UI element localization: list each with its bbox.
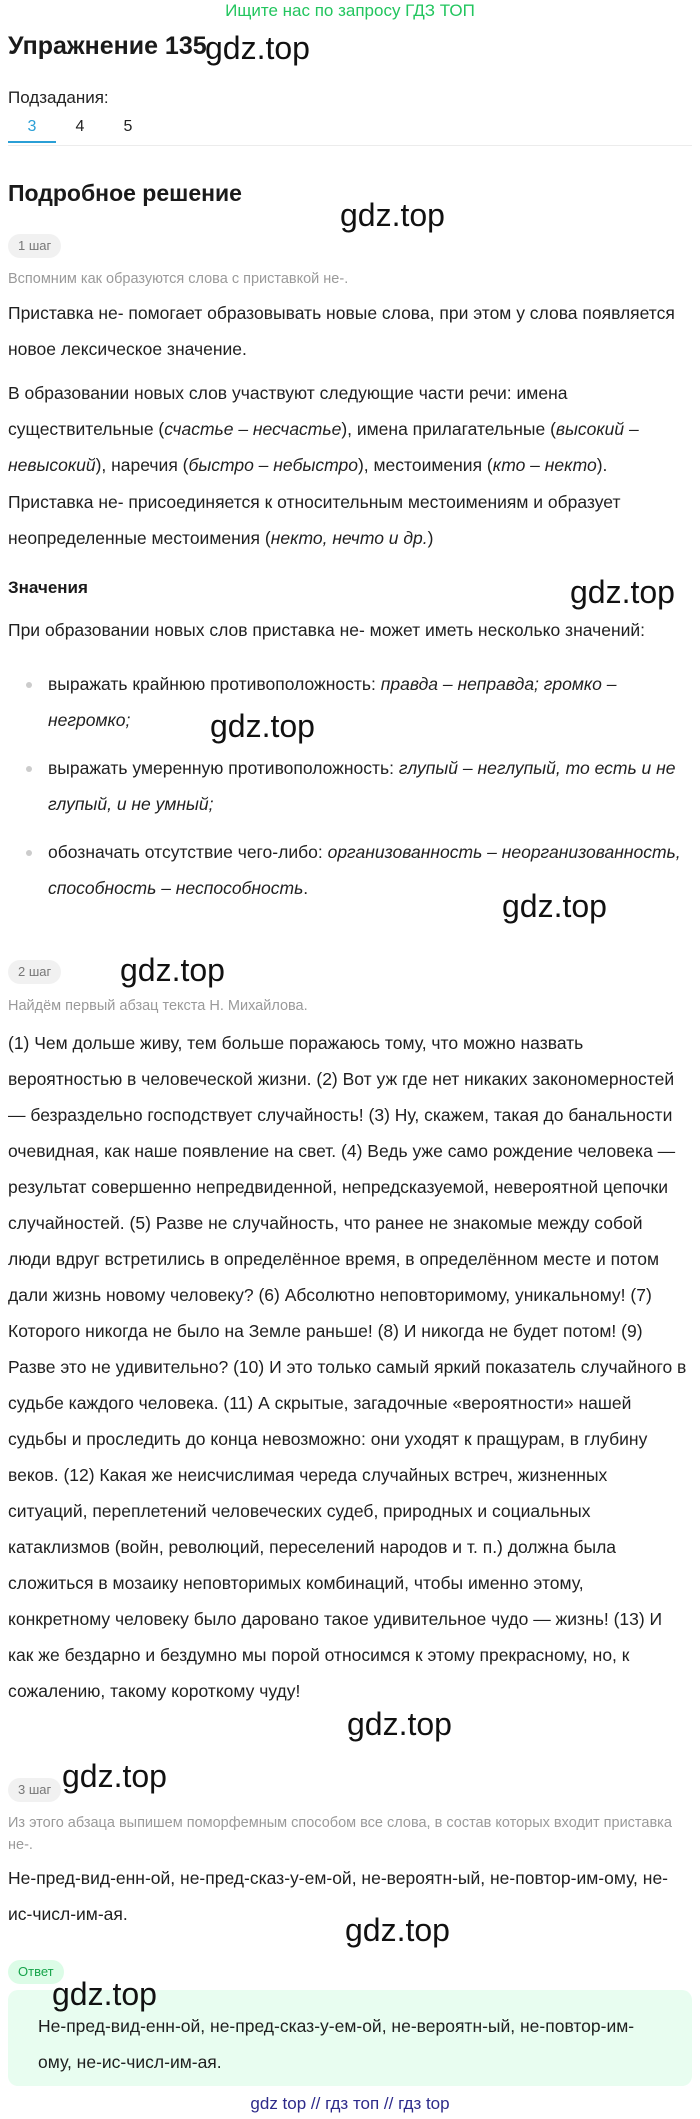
- subtask-tabs: [8, 115, 152, 143]
- watermark: gdz.top: [62, 1758, 167, 1794]
- list-item: обозначать отсутствие чего-либо: организованность – неорганизованность, способность – неспособность.: [8, 834, 688, 906]
- step-badge-2: 2 шаг: [8, 960, 61, 984]
- watermark: gdz.top: [205, 30, 310, 66]
- step3-result: Не-пред-вид-енн-ой, не-пред-сказ-у-ем-ой, не-вероятн-ый, не-повтор-им-ому, не-ис-числ-им-ая.: [8, 1868, 669, 1924]
- watermark: gdz.top: [210, 708, 315, 744]
- answer-badge: Ответ: [8, 1960, 64, 1984]
- bullet-dot: [26, 850, 32, 856]
- step-badge-3: 3 шаг: [8, 1778, 61, 1802]
- step1-paragraph-1: Приставка не- помогает образовывать новые слова, при этом у слова появляется новое лексическое значение.: [8, 303, 675, 359]
- watermark: gdz.top: [340, 197, 445, 233]
- watermark: gdz.top: [345, 1912, 450, 1948]
- step1-paragraph-4: При образовании новых слов приставка не- может иметь несколько значений:: [8, 620, 646, 640]
- solution-heading: Подробное решение: [8, 180, 242, 206]
- watermark: gdz.top: [120, 952, 225, 988]
- tab-subtask-3[interactable]: 3: [8, 115, 56, 143]
- step-hint-2: Найдём первый абзац текста Н. Михайлова.: [8, 998, 308, 1014]
- watermark: gdz.top: [52, 1976, 157, 2012]
- answer-text: Не-пред-вид-енн-ой, не-пред-сказ-у-ем-ой, не-вероятн-ый, не-повтор-им-ому, не-ис-числ-им-ая.: [38, 2016, 635, 2072]
- watermark: gdz.top: [347, 1706, 452, 1742]
- tab-subtask-5[interactable]: 5: [123, 118, 133, 135]
- bullet-dot: [26, 766, 32, 772]
- source-paragraph: (1) Чем дольше живу, тем больше поражаюсь тому, что можно назвать вероятностью в человеческой жизни. (2) Вот уж где нет никаких закономерностей — безраздельно господствует случайность! (3) Ну, скажем, такая до банальности очевидная, как наше появление на свет. (4) Ведь уже само рождение человека — результат совершенно непредвиденной, непредсказуемой, невероятной цепочки случайностей. (5) Разве не случайность, что ранее не знакомые между собой люди вдруг встретились в определённое время, в определённом месте и потом дали жизнь новому человеку? (6) Абсолютно неповторимому, уникальному! (7) Которого никогда не было на Земле раньше! (8) И никогда не будет потом! (9) Разве это не удивительно? (10) И это только самый яркий показатель случайного в судьбе каждого человека. (11) А скрытые, загадочные «вероятности» нашей судьбы и проследить до конца невозможно: они уходят к пращурам, в глубину веков. (12) Какая же неисчислимая череда случайных встреч, жизненных ситуаций, переплетений человеческих судеб, природных и социальных катаклизмов (войн, революций, переселений народов и т. п.) должна была сложиться в мозаику неповторимых комбинаций, чтобы именно этому, конкретному человеку было даровано такое удивительное чудо — жизнь! (13) И как же бездарно и бездумно мы порой относимся к этому прекрасному, но, к сожалению, такому короткому чуду!: [8, 1033, 687, 1701]
- list-item: выражать умеренную противоположность: глупый – неглупый, то есть и не глупый, и не умный;: [8, 750, 688, 822]
- search-banner: Ищите нас по запросу ГДЗ ТОП: [225, 1, 475, 20]
- footer-links[interactable]: gdz top // гдз топ // гдз top: [250, 2094, 450, 2113]
- step-badge-1: 1 шаг: [8, 234, 61, 258]
- step-hint-1: Вспомним как образуются слова с приставкой не-.: [8, 271, 349, 287]
- step-hint-3: Из этого абзаца выпишем поморфемным способом все слова, в состав которых входит приставка не-.: [8, 1815, 672, 1853]
- meanings-heading: Значения: [8, 578, 88, 597]
- page-title: Упражнение 135: [8, 32, 207, 60]
- bullet-dot: [26, 682, 32, 688]
- watermark: gdz.top: [502, 888, 607, 924]
- tabs-divider: [8, 145, 692, 146]
- subtasks-label: Подзадания:: [8, 88, 109, 107]
- tab-subtask-4[interactable]: 4: [75, 118, 85, 135]
- meanings-list: [8, 666, 688, 918]
- watermark: gdz.top: [570, 574, 675, 610]
- list-item: выражать крайнюю противоположность: правда – неправда; громко – негромко;: [8, 666, 688, 738]
- step1-paragraph-2: В образовании новых слов участвуют следующие части речи: имена существительные (счастье – несчастье), имена прилагательные (высокий – невысокий), наречия (быстро – небыстро), местоимения (кто – некто).: [8, 383, 639, 475]
- step1-paragraph-3: Приставка не- присоединяется к относительным местоимениям и образует неопределенные местоимения (некто, нечто и др.): [8, 492, 621, 548]
